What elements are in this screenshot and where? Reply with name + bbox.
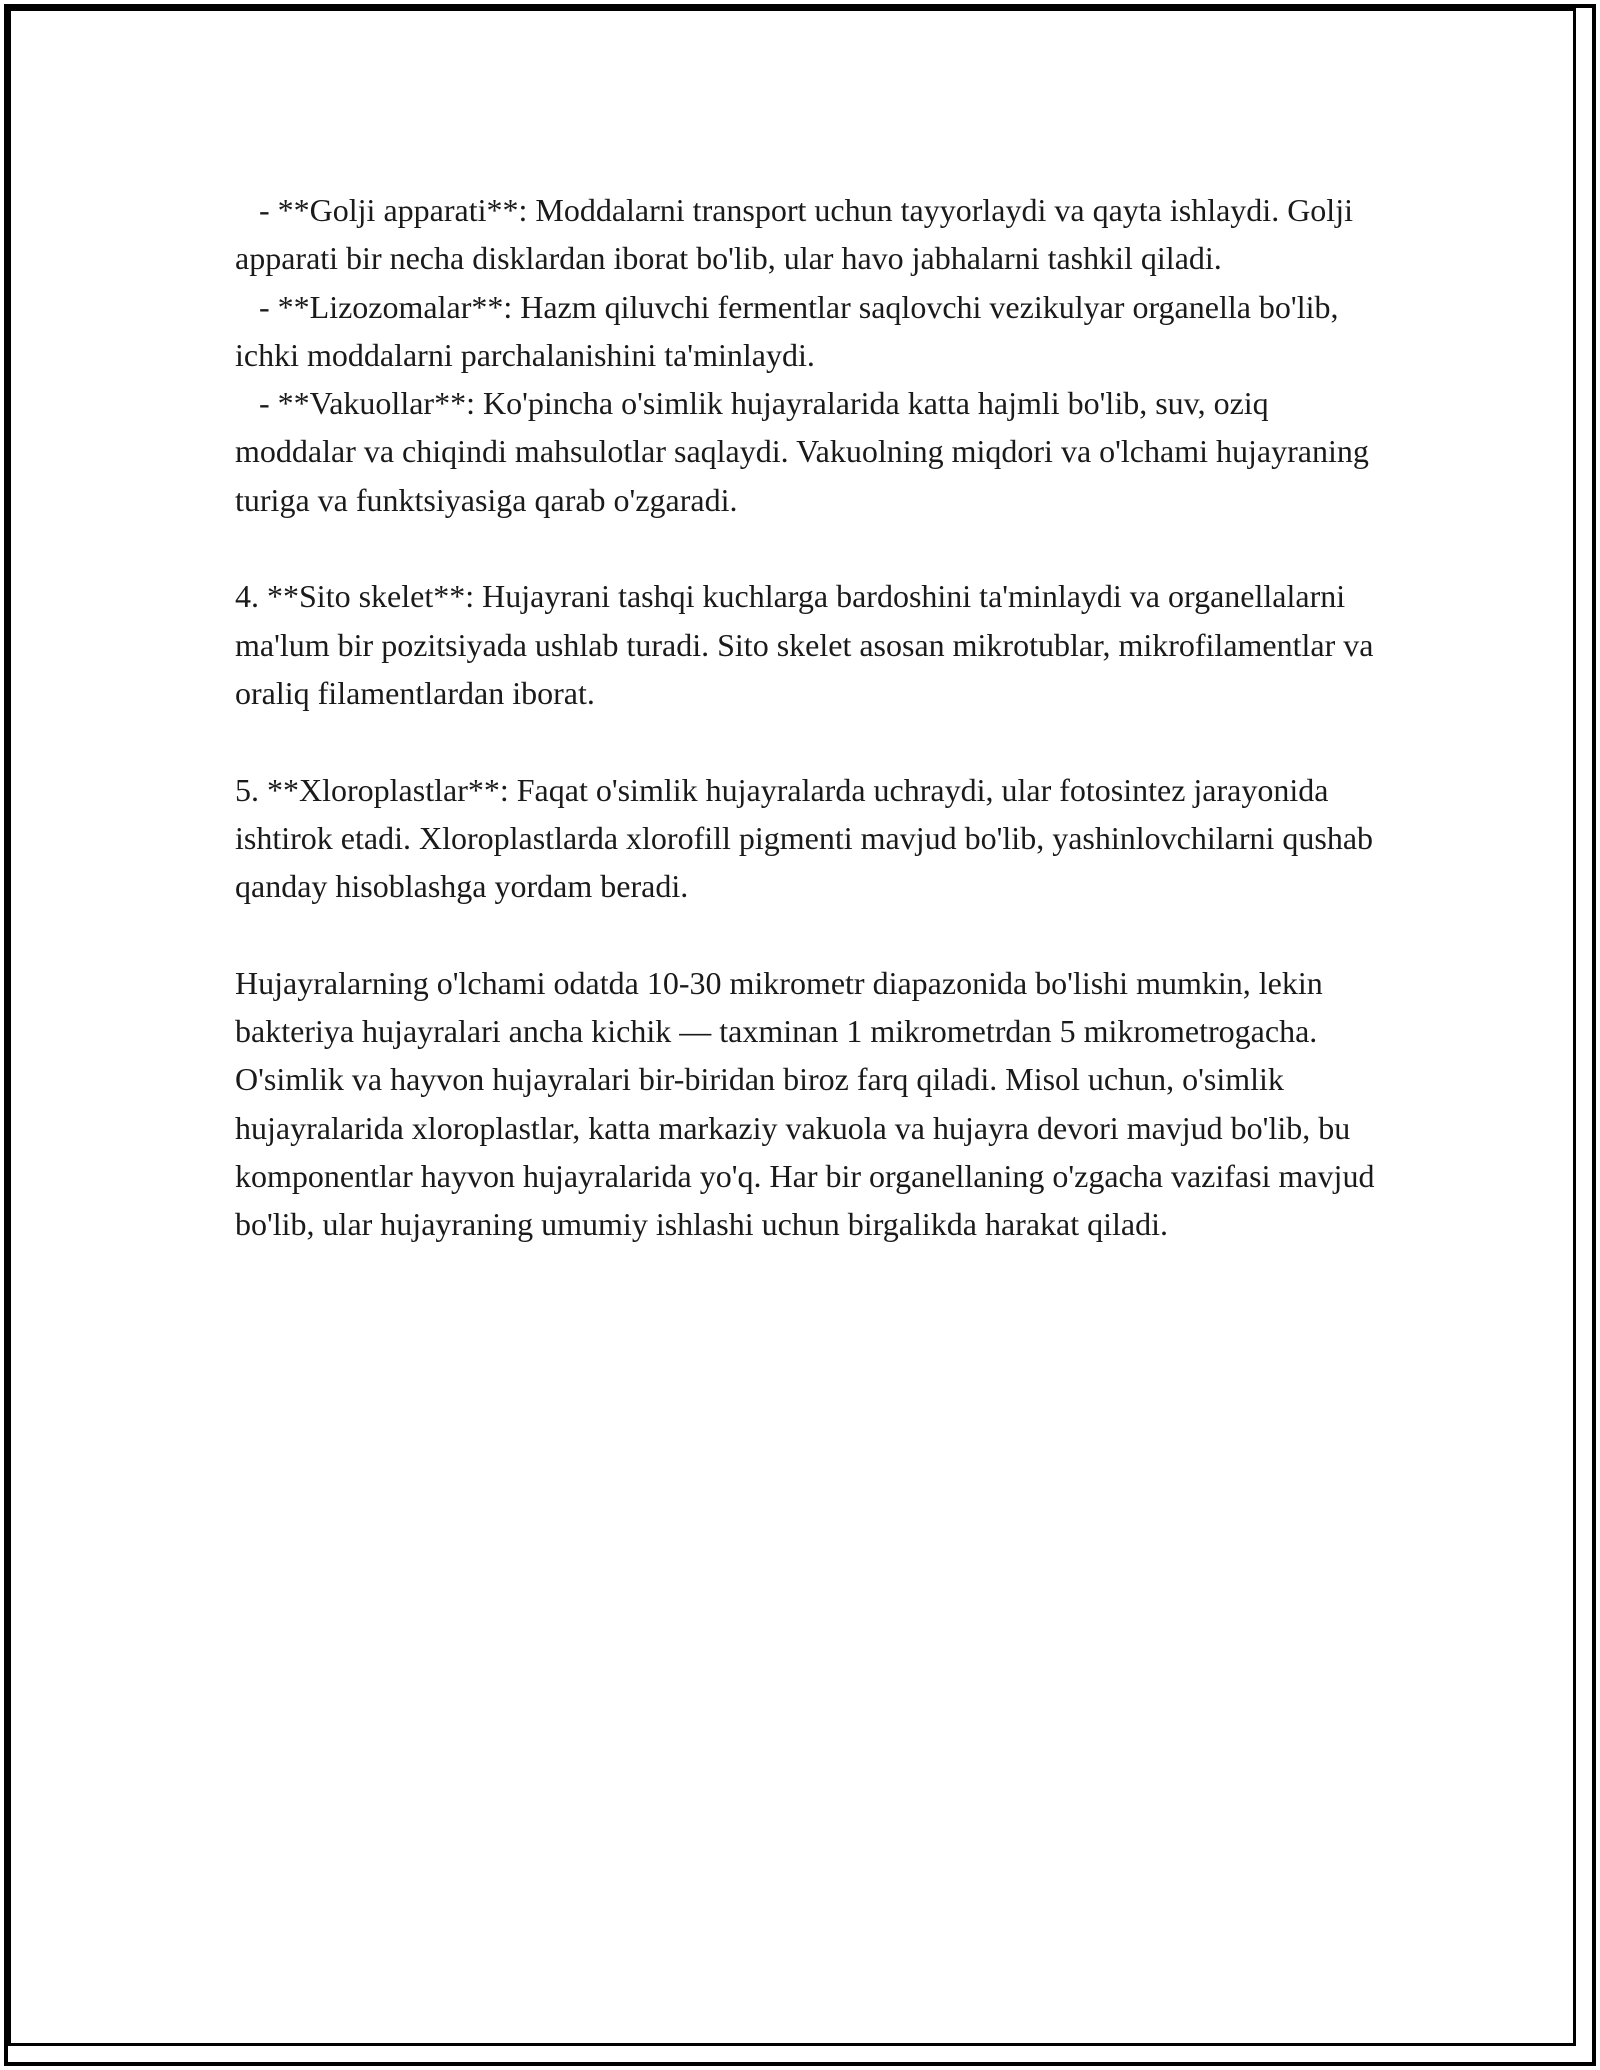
paragraph-gap [235, 717, 1375, 765]
paragraph-hujayra-olchami: Hujayralarning o'lchami odatda 10-30 mikrometr diapazonida bo'lishi mumkin, lekin bakteriya hujayralari ancha kichik — taxminan 1 mikrometrdan 5 mikrometrogacha. O'simlik va hayvon hujayralari bir-biridan biroz farq qiladi. Misol uchun, o'simlik hujayralarida xloroplastlar, katta markaziy vakuola va hujayra devori mavjud bo'lib, bu komponentlar hayvon hujayralarida yo'q. Har bir organellaning o'zgacha vazifasi mavjud bo'lib, ular hujayraning umumiy ishlashi uchun birgalikda harakat qiladi. [235, 964, 1383, 1243]
paragraph-gap [235, 524, 1375, 572]
paragraph-xloroplastlar: 5. **Xloroplastlar**: Faqat o'simlik hujayralarda uchraydi, ular fotosintez jarayonida ishtirok etadi. Xloroplastlarda xlorofill pigmenti mavjud bo'lib, yashinlovchilarni qushab qanday hisoblashga yordam beradi. [235, 771, 1382, 905]
paragraph-golji: - **Golji apparati**: Moddalarni transport uchun tayyorlaydi va qayta ishlaydi. Golji apparati bir necha disklardan iborat bo'lib, ular havo jabhalarni tashkil qiladi. [235, 192, 1361, 277]
paragraph-sito-skelet: 4. **Sito skelet**: Hujayrani tashqi kuchlarga bardoshini ta'minlaydi va organellalarni ma'lum bir pozitsiyada ushlab turadi. Sito skelet asosan mikrotublar, mikrofilamentlar va oraliq filamentlardan iborat. [235, 578, 1382, 711]
document-body [235, 186, 1383, 1249]
paragraph-vakuollar: - **Vakuollar**: Ko'pincha o'simlik hujayralarida katta hajmli bo'lib, suv, oziq moddalar va chiqindi mahsulotlar saqlaydi. Vakuolning miqdori va o'lchami hujayraning turiga va funktsiyasiga qarab o'zgaradi. [235, 385, 1377, 518]
paragraph-lizozomalar: - **Lizozomalar**: Hazm qiluvchi fermentlar saqlovchi vezikulyar organella bo'lib, ichki moddalarni parchalanishini ta'minlaydi. [235, 288, 1347, 373]
paragraph-gap [235, 910, 1375, 958]
